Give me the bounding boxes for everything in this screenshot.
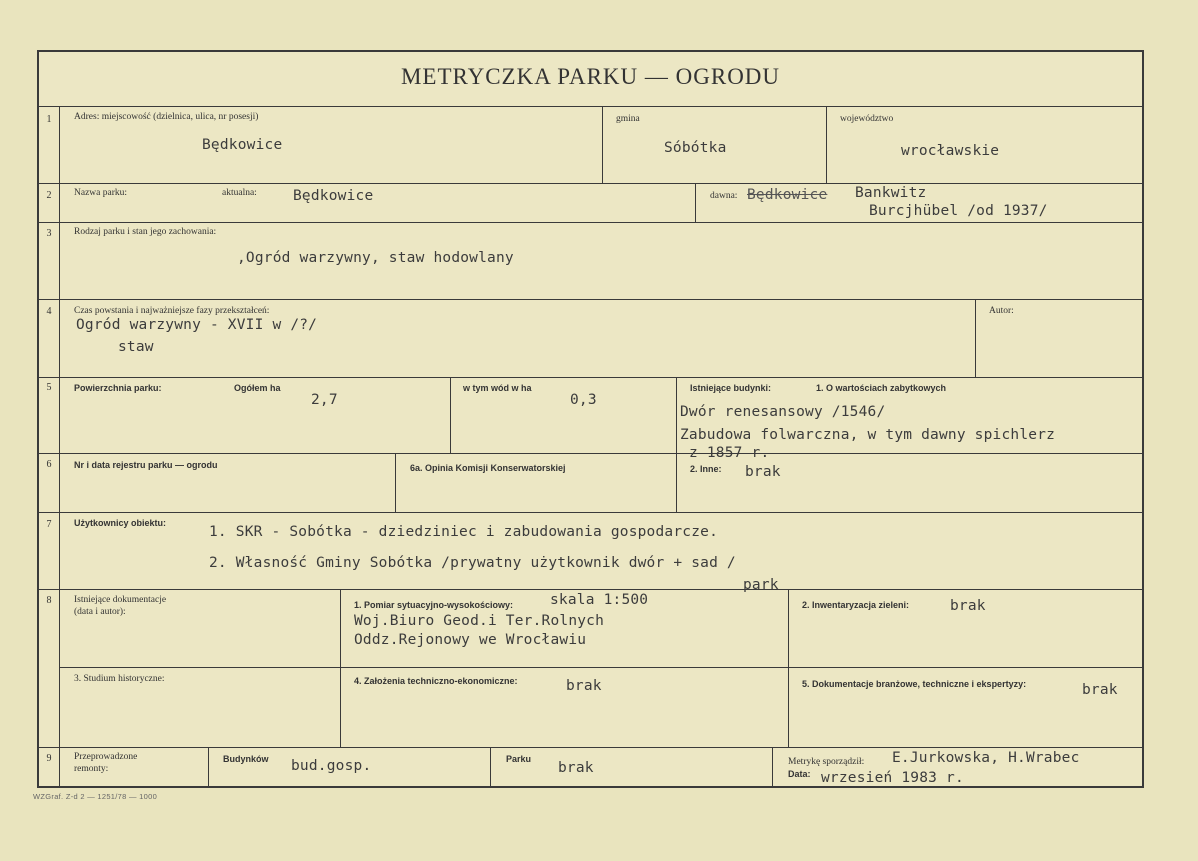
buildings-value-3: z 1857 r.: [689, 445, 770, 461]
row-number: 9: [46, 753, 52, 764]
greenery-inventory-label: 2. Inwentaryzacja zieleni:: [802, 600, 910, 610]
row-divider: [59, 667, 1142, 668]
water-area-value: 0,3: [570, 392, 597, 408]
total-area-value: 2,7: [311, 392, 338, 408]
row-number: 5: [46, 382, 52, 393]
greenery-inventory-value: brak: [950, 598, 986, 614]
history-phases-label: Czas powstania i najważniejsze fazy przekształceń:: [74, 306, 270, 316]
prepared-by-value: E.Jurkowska, H.Wrabec: [892, 750, 1080, 766]
wojewodztwo-value: wrocławskie: [901, 143, 1000, 159]
heritage-value-label: 1. O wartościach zabytkowych: [816, 383, 947, 393]
survey-label: 1. Pomiar sytuacyjno-wysokościowy:: [354, 600, 514, 610]
cell-divider: [208, 747, 209, 788]
row-divider: [39, 299, 1142, 300]
area-label: Powierzchnia parku:: [74, 383, 162, 393]
wojewodztwo-label: województwo: [840, 114, 894, 124]
tech-economic-label: 4. Założenia techniczno-ekonomiczne:: [354, 676, 518, 686]
park-type-label: Rodzaj parku i stan jego zachowania:: [74, 227, 217, 237]
water-area-label: w tym wód w ha: [463, 383, 532, 393]
date-label: Data:: [788, 769, 811, 779]
buildings-value-1: Dwór renesansowy /1546/: [680, 404, 886, 420]
author-label: Autor:: [989, 306, 1014, 316]
row-number: 3: [46, 228, 52, 239]
cell-divider: [490, 747, 491, 788]
row-number: 4: [46, 306, 52, 317]
form-title: METRYCZKA PARKU — OGRODU: [400, 64, 781, 89]
prepared-by-label: Metrykę sporządził:: [788, 757, 865, 767]
existing-buildings-label: Istniejące budynki:: [690, 383, 772, 393]
cell-divider: [602, 106, 603, 183]
users-value-1: 1. SKR - Sobótka - dziedziniec i zabudowania gospodarcze.: [209, 524, 718, 540]
cell-divider: [788, 589, 789, 747]
buildings-repairs-label: Budynków: [223, 754, 269, 764]
users-value-3: park: [743, 577, 779, 593]
existing-docs-label: Istniejące dokumentacje: [74, 595, 167, 605]
row-divider: [39, 512, 1142, 513]
row-number: 8: [46, 595, 52, 606]
row-divider: [39, 453, 1142, 454]
total-area-label: Ogółem ha: [234, 383, 281, 393]
history-phases-value-1: Ogród warzywny - XVII w /?/: [76, 317, 318, 333]
park-repairs-label: Parku: [506, 754, 532, 764]
gmina-value: Sóbótka: [664, 140, 727, 156]
repairs-label-2: remonty:: [74, 764, 109, 774]
cell-divider: [676, 453, 677, 512]
historical-study-label: 3. Studium historyczne:: [74, 674, 165, 684]
current-name-value: Będkowice: [293, 188, 374, 204]
row-divider: [39, 589, 1142, 590]
row-number: 1: [46, 114, 52, 125]
gmina-label: gmina: [616, 114, 640, 124]
row-divider: [39, 106, 1142, 107]
former-name-value-2: Burcjhübel /od 1937/: [869, 203, 1048, 219]
row-divider: [39, 222, 1142, 223]
row-number: 7: [46, 519, 52, 530]
cell-divider: [340, 589, 341, 747]
existing-docs-label-2: (data i autor):: [74, 607, 126, 617]
print-footer: WZGraf. Z-d 2 — 1251/78 — 1000: [33, 792, 158, 801]
row-divider: [39, 747, 1142, 748]
survey-value-3: Oddz.Rejonowy we Wrocławiu: [354, 632, 587, 648]
register-label: Nr i data rejestru parku — ogrodu: [74, 460, 218, 470]
number-column-divider: [59, 106, 60, 788]
park-repairs-value: brak: [558, 760, 594, 776]
repairs-label: Przeprowadzone: [74, 752, 138, 762]
survey-value-1: skala 1:500: [550, 592, 649, 608]
survey-value-2: Woj.Biuro Geod.i Ter.Rolnych: [354, 613, 605, 629]
current-name-label: aktualna:: [222, 188, 257, 198]
tech-economic-value: brak: [566, 678, 602, 694]
cell-divider: [450, 377, 451, 453]
other-buildings-label: 2. Inne:: [690, 464, 722, 474]
buildings-value-2: Zabudowa folwarczna, w tym dawny spichlerz: [680, 427, 1056, 443]
cell-divider: [695, 183, 696, 222]
buildings-repairs-value: bud.gosp.: [291, 758, 372, 774]
row-number: 2: [46, 190, 52, 201]
row-number: 6: [46, 459, 52, 470]
cell-divider: [676, 377, 677, 453]
cell-divider: [772, 747, 773, 788]
other-buildings-value: brak: [745, 464, 781, 480]
former-name-value-1: Bankwitz: [855, 185, 927, 201]
address-label: Adres: miejscowość (dzielnica, ulica, nr posesji): [74, 112, 259, 122]
branch-docs-value: brak: [1082, 682, 1118, 698]
conservation-opinion-label: 6a. Opinia Komisji Konserwatorskiej: [410, 463, 566, 473]
row-divider: [39, 377, 1142, 378]
park-record-form: [37, 50, 1144, 788]
cell-divider: [395, 453, 396, 512]
cell-divider: [975, 299, 976, 377]
former-name-label: dawna:: [710, 191, 738, 201]
address-value: Będkowice: [202, 137, 283, 153]
users-label: Użytkownicy obiektu:: [74, 518, 167, 528]
park-type-value: ,Ogród warzywny, staw hodowlany: [237, 250, 514, 266]
row-divider: [39, 183, 1142, 184]
former-name-struck: Będkowice: [747, 187, 828, 203]
branch-docs-label: 5. Dokumentacje branżowe, techniczne i ekspertyzy:: [802, 679, 1027, 689]
date-value: wrzesień 1983 r.: [821, 770, 964, 786]
history-phases-value-2: staw: [118, 339, 154, 355]
users-value-2: 2. Własność Gminy Sobótka /prywatny użytkownik dwór + sad /: [209, 555, 736, 571]
cell-divider: [826, 106, 827, 183]
park-name-label: Nazwa parku:: [74, 188, 128, 198]
